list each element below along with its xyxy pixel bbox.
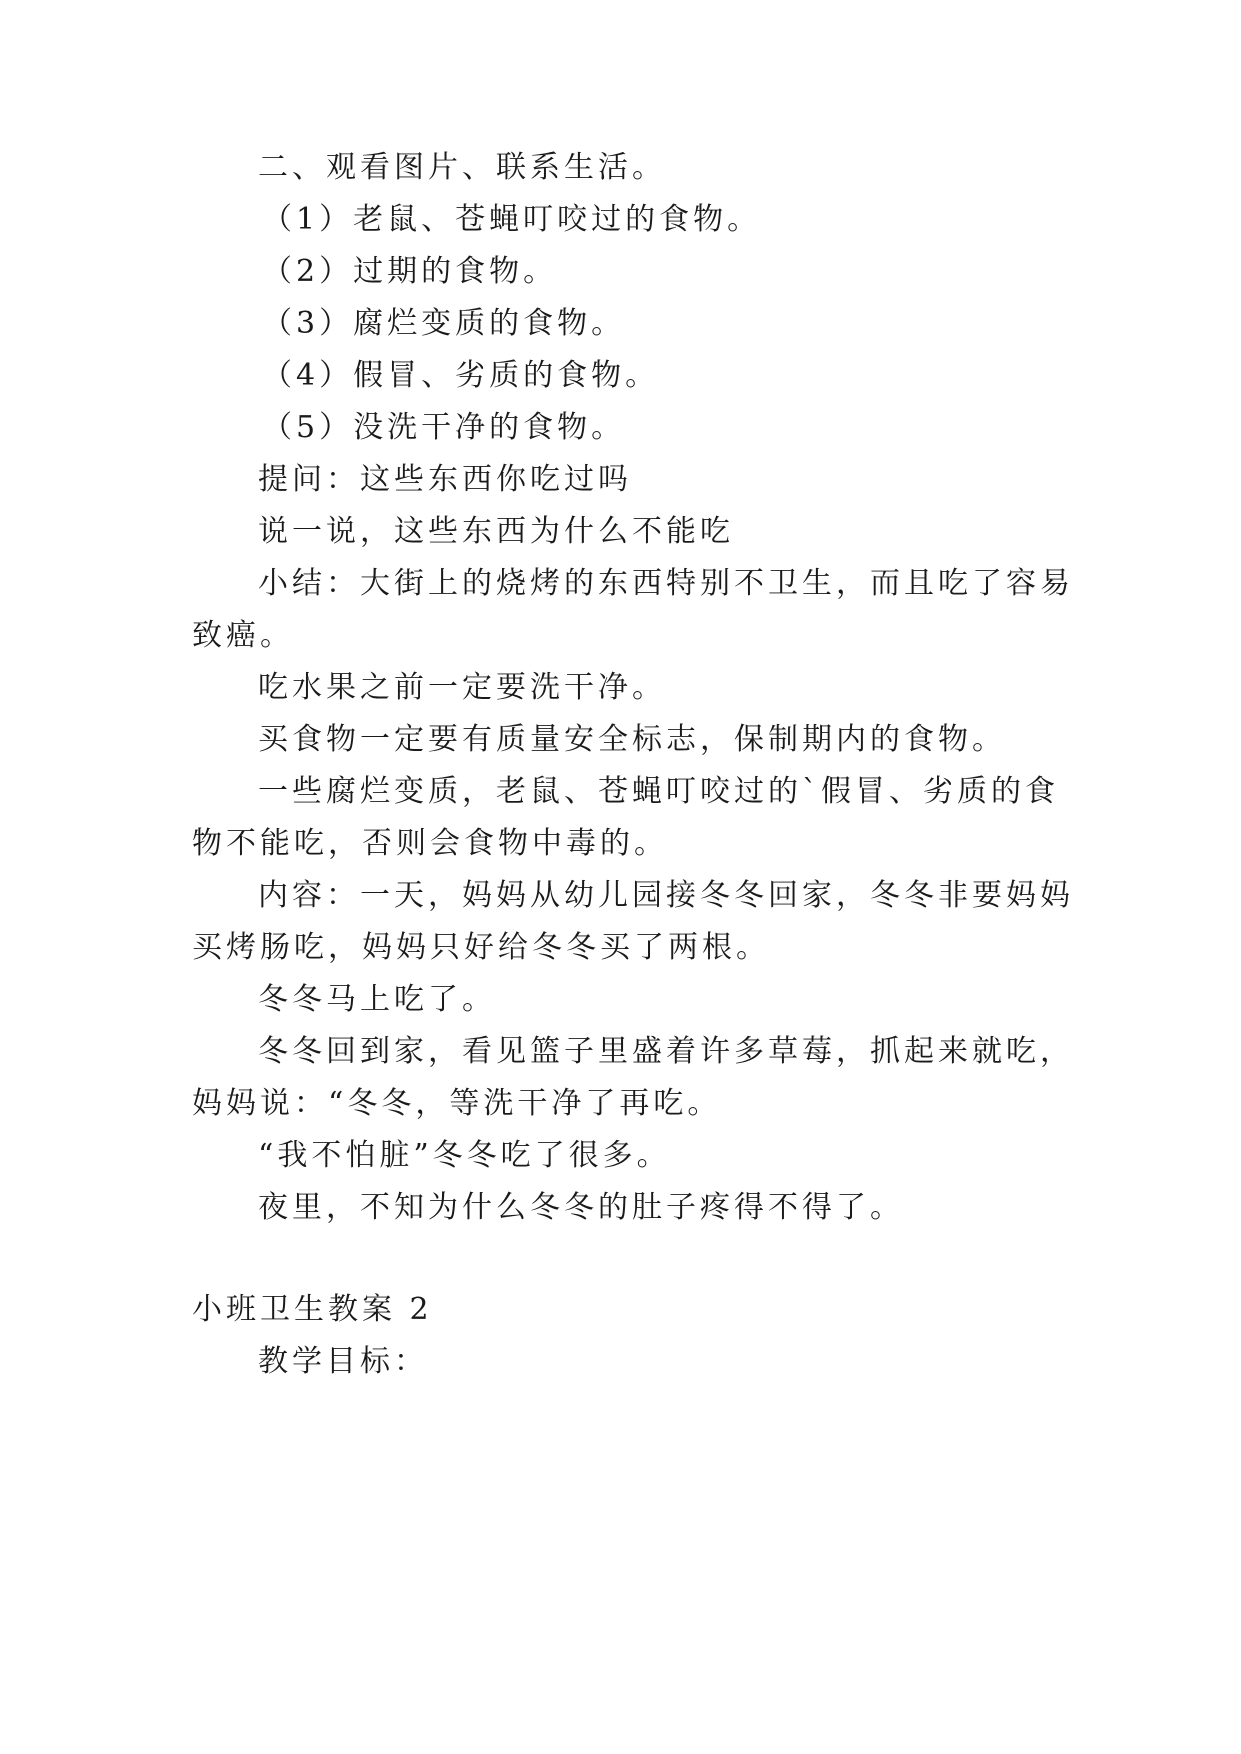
- question-paragraph: 提问：这些东西你吃过吗: [258, 462, 632, 497]
- list-item-3: （3）腐烂变质的食物。: [262, 306, 626, 341]
- section-heading: 二、观看图片、联系生活。: [258, 150, 666, 185]
- home-paragraph-line2: 妈妈说：“冬冬，等洗干净了再吃。: [192, 1086, 722, 1121]
- night-paragraph: 夜里，不知为什么冬冬的肚子疼得不得了。: [258, 1190, 904, 1225]
- ate-paragraph: 冬冬马上吃了。: [258, 982, 496, 1017]
- spoiled-paragraph-line1: 一些腐烂变质，老鼠、苍蝇叮咬过的`假冒、劣质的食: [258, 774, 1059, 809]
- section-title: 小班卫生教案 2: [192, 1292, 433, 1327]
- list-item-1: （1）老鼠、苍蝇叮咬过的食物。: [262, 202, 762, 237]
- not-afraid-paragraph: “我不怕脏”冬冬吃了很多。: [258, 1138, 671, 1173]
- list-item-2: （2）过期的食物。: [262, 254, 558, 289]
- buy-paragraph: 买食物一定要有质量安全标志，保制期内的食物。: [258, 722, 1006, 757]
- summary-paragraph-line1: 小结：大街上的烧烤的东西特别不卫生，而且吃了容易: [258, 566, 1074, 601]
- summary-paragraph-line2: 致癌。: [192, 618, 294, 653]
- discuss-paragraph: 说一说，这些东西为什么不能吃: [258, 514, 734, 549]
- content-paragraph-line2: 买烤肠吃，妈妈只好给冬冬买了两根。: [192, 930, 770, 965]
- list-item-4: （4）假冒、劣质的食物。: [262, 358, 660, 393]
- list-item-5: （5）没洗干净的食物。: [262, 410, 626, 445]
- fruit-paragraph: 吃水果之前一定要洗干净。: [258, 670, 666, 705]
- spoiled-paragraph-line2: 物不能吃，否则会食物中毒的。: [192, 826, 668, 861]
- content-paragraph-line1: 内容：一天，妈妈从幼儿园接冬冬回家，冬冬非要妈妈: [258, 878, 1074, 913]
- objectives-heading: 教学目标：: [258, 1344, 428, 1379]
- home-paragraph-line1: 冬冬回到家，看见篮子里盛着许多草莓，抓起来就吃，: [258, 1034, 1074, 1069]
